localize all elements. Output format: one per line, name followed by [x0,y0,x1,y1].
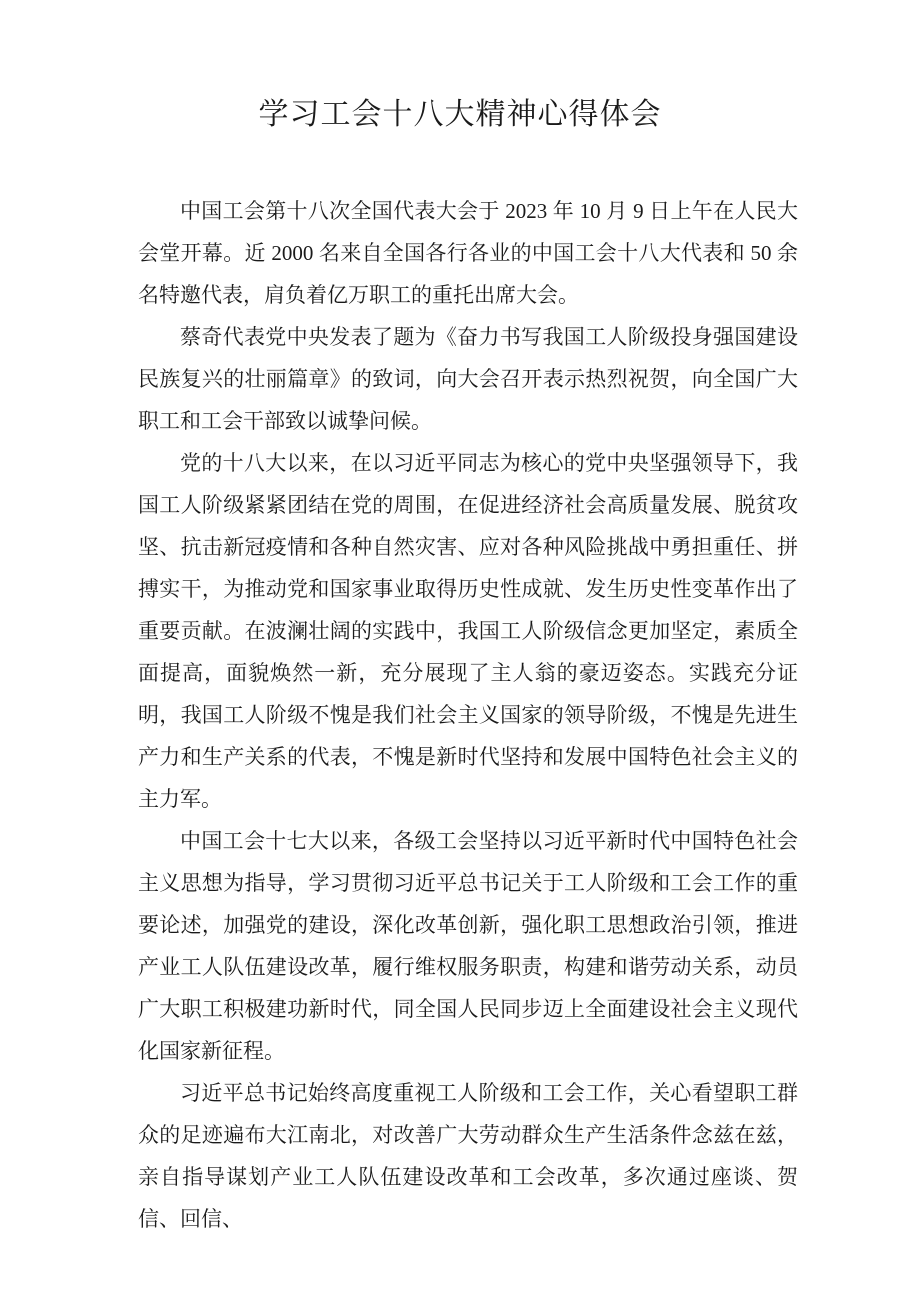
document-title: 学习工会十八大精神心得体会 [258,98,662,131]
paragraph: 中国工会十七大以来，各级工会坚持以习近平新时代中国特色社会主义思想为指导，学习贯彻习近平总书记关于工人阶级和工会工作的重要论述，加强党的建设，深化改革创新，强化职工思想政治引领，推进产业工人队伍建设改革，履行维权服务职责，构建和谐劳动关系，动员广大职工积极建功新时代，同全国人民同步迈上全面建设社会主义现代化国家新征程。 [138,829,798,1063]
paragraph: 蔡奇代表党中央发表了题为《奋力书写我国工人阶级投身强国建设民族复兴的壮丽篇章》的致词，向大会召开表示热烈祝贺，向全国广大职工和工会干部致以诚挚问候。 [138,325,798,433]
paragraph: 党的十八大以来，在以习近平同志为核心的党中央坚强领导下，我国工人阶级紧紧团结在党的周围，在促进经济社会高质量发展、脱贫攻坚、抗击新冠疫情和各种自然灾害、应对各种风险挑战中勇担重任、拼搏实干，为推动党和国家事业取得历史性成就、发生历史性变革作出了重要贡献。在波澜壮阔的实践中，我国工人阶级信念更加坚定，素质全面提高，面貌焕然一新，充分展现了主人翁的豪迈姿态。实践充分证明，我国工人阶级不愧是我们社会主义国家的领导阶级，不愧是先进生产力和生产关系的代表，不愧是新时代坚持和发展中国特色社会主义的主力军。 [138,451,798,811]
paragraph: 中国工会第十八次全国代表大会于 2023 年 10 月 9 日上午在人民大会堂开幕。近 2000 名来自全国各行各业的中国工会十八大代表和 50 余名特邀代表，肩负着亿万职工的重托出席大会。 [138,199,798,307]
document-body [138,190,798,1240]
paragraph: 习近平总书记始终高度重视工人阶级和工会工作，关心看望职工群众的足迹遍布大江南北，对改善广大劳动群众生产生活条件念兹在兹，亲自指导谋划产业工人队伍建设改革和工会改革，多次通过座谈、贺信、回信、 [138,1081,798,1231]
